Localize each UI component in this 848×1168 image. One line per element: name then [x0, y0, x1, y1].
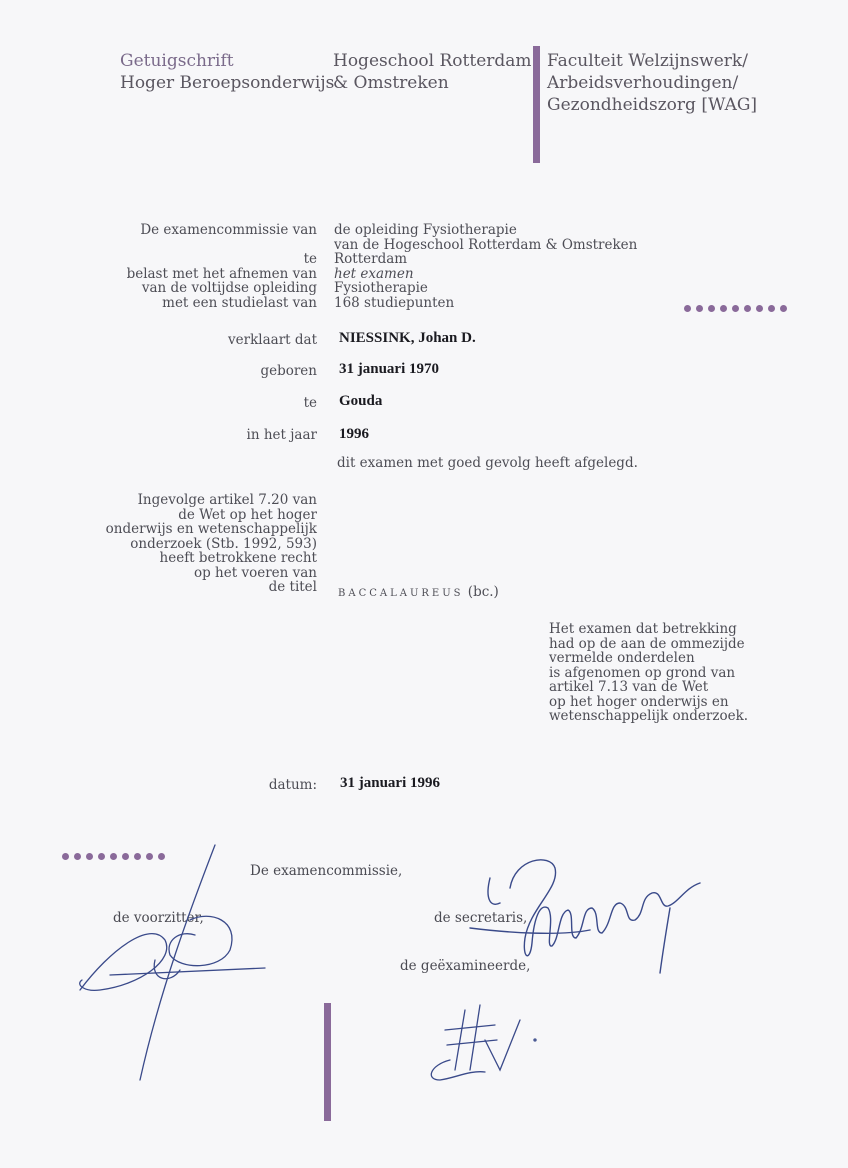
- chair-label: de voorzitter,: [113, 910, 204, 926]
- label-te: te: [303, 251, 317, 267]
- value-fysiotherapie: Fysiotherapie: [334, 280, 428, 296]
- header-col1-line2: Hoger Beroepsonderwijs: [120, 73, 335, 93]
- article-line: op het voeren van: [193, 564, 317, 581]
- commission-values: [334, 223, 637, 310]
- note-line: is afgenomen op grond van: [549, 664, 736, 681]
- birth-place: Gouda: [339, 393, 383, 409]
- note-line: artikel 7.13 van de Wet: [549, 679, 709, 695]
- header-col3-line3: Gezondheidszorg [WAG]: [547, 95, 758, 115]
- label-datum: datum:: [268, 777, 317, 793]
- secretary-signature: [470, 848, 720, 978]
- label-geboren: geboren: [260, 363, 317, 379]
- note-line: Het examen dat betrekking: [549, 621, 737, 637]
- label-examencommissie: De examencommissie van: [140, 222, 317, 238]
- value-hogeschool: van de Hogeschool Rotterdam & Omstreken: [334, 236, 638, 253]
- candidate-name: NIESSINK, Johan D.: [339, 330, 476, 346]
- value-examen: het examen: [334, 265, 414, 282]
- purple-dots-right: [684, 305, 787, 312]
- header-col3-line2: Arbeidsverhoudingen/: [547, 73, 739, 93]
- degree-title-suffix: (bc.): [467, 584, 499, 600]
- article-line: Ingevolge artikel 7.20 van: [137, 492, 317, 508]
- header-col3-line1: Faculteit Welzijnswerk/: [547, 51, 748, 71]
- value-opleiding: de opleiding Fysiotherapie: [334, 222, 517, 238]
- label-jaar: in het jaar: [246, 427, 317, 443]
- header-col1-line1: Getuigschrift: [120, 51, 234, 71]
- graduate-signature: [425, 1000, 555, 1090]
- graduate-label: de geëxamineerde,: [400, 958, 531, 974]
- exam-passed-text: dit examen met goed gevolg heeft afgelegd.: [337, 455, 638, 471]
- article-line: de Wet op het hoger: [178, 506, 317, 523]
- header-divider-bar: [533, 46, 540, 163]
- header-col2-line1: Hogeschool Rotterdam: [333, 51, 532, 71]
- exam-year: 1996: [339, 426, 369, 442]
- article-line: heeft betrokkene recht: [159, 550, 317, 566]
- note-line: had op de aan de ommezijde: [549, 635, 745, 652]
- label-studielast: met een studielast van: [162, 294, 317, 311]
- footer-bar: [324, 1003, 331, 1121]
- value-plaats: Rotterdam: [334, 251, 408, 267]
- degree-title-name: BACCALAUREUS: [338, 588, 464, 599]
- article-text: [106, 493, 317, 595]
- label-empty: [127, 238, 317, 253]
- label-belast: belast met het afnemen van: [126, 265, 317, 282]
- birth-date: 31 januari 1970: [339, 361, 440, 377]
- note-line: vermelde onderdelen: [549, 650, 695, 666]
- commission-labels: [127, 223, 317, 310]
- article-line: onderwijs en wetenschappelijk: [105, 521, 317, 537]
- article-line: de titel: [268, 579, 317, 595]
- label-te-geboren: te: [303, 395, 317, 411]
- date-value: 31 januari 1996: [340, 775, 441, 791]
- secretary-label: de secretaris,: [434, 910, 528, 926]
- commission-caption: De examencommissie,: [250, 863, 403, 879]
- note-line: op het hoger onderwijs en: [549, 693, 729, 710]
- article-line: onderzoek (Stb. 1992, 593): [130, 535, 317, 552]
- exam-note: [549, 622, 748, 724]
- note-line: wetenschappelijk onderzoek.: [549, 708, 749, 724]
- label-verklaart: verklaart dat: [228, 332, 317, 348]
- chair-signature: [70, 840, 290, 1090]
- value-studiepunten: 168 studiepunten: [334, 294, 455, 311]
- degree-title: [338, 585, 499, 602]
- header-col2-line2: & Omstreken: [333, 73, 449, 93]
- label-voltijdse: van de voltijdse opleiding: [141, 280, 317, 296]
